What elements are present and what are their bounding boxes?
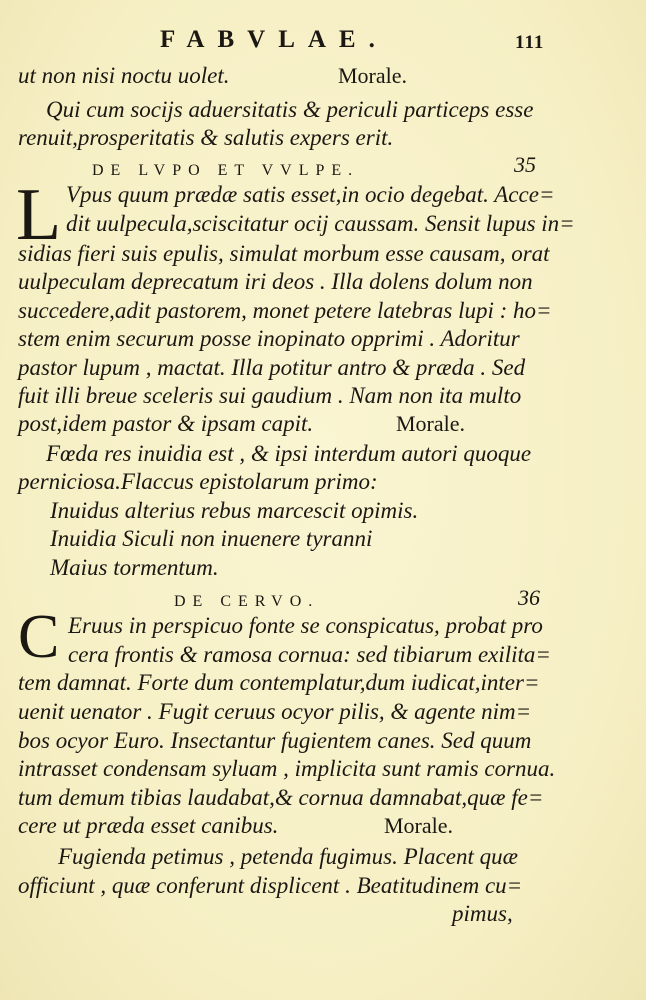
- fable-36-text-line: cera frontis & ramosa cornua: sed tibiarum exilita=: [68, 642, 551, 667]
- fable-34-morale-label: Morale.: [338, 63, 408, 88]
- fable-35-title: DE LVPO ET VVLPE.: [92, 162, 360, 179]
- header-title: FABVLAE.: [160, 26, 388, 53]
- fable-36-number: 36: [518, 585, 540, 610]
- fable-36-text-line: Eruus in perspicuo fonte se conspicatus, probat pro: [68, 613, 543, 638]
- fable-35-morale-label: Morale.: [396, 411, 466, 436]
- fable-35-moral-line: perniciosa.Flaccus epistolarum primo:: [18, 469, 378, 494]
- fable-36-moral-line: Fugienda petimus , petenda fugimus. Placent quæ: [58, 844, 518, 869]
- fable-36-moral-line: officiunt , quæ conferunt displicent . Beatitudinem cu=: [18, 873, 523, 898]
- fable-35-text-line: succedere,adit pastorem, monet petere latebras lupi : ho=: [18, 298, 552, 323]
- fable-35-moral-line: Fœda res inuidia est , & ipsi interdum autori quoque: [46, 441, 532, 466]
- fable-34-last-line: ut non nisi noctu uolet.: [18, 63, 230, 88]
- fable-35-text-line: post,idem pastor & ipsam capit.: [18, 411, 314, 436]
- fable-35-text-line: pastor lupum , mactat. Illa potitur antro & præda . Sed: [18, 355, 526, 380]
- fable-36-text-line: cere ut præda esset canibus.: [18, 813, 279, 838]
- fable-35-text-line: uulpeculam deprecatum iri deos . Illa dolens dolum non: [18, 269, 533, 294]
- fable-35-verse-line: Inuidus alterius rebus marcescit opimis.: [50, 498, 419, 523]
- fable-35-verse-line: Inuidia Siculi non inuenere tyranni: [50, 526, 373, 551]
- fable-36-morale-label: Morale.: [384, 813, 454, 838]
- fable-36-text-line: tem damnat. Forte dum contemplatur,dum iudicat,inter=: [18, 670, 540, 695]
- fable-36-text-line: uenit uenator . Fugit ceruus ocyor pilis, & agente nim=: [18, 699, 532, 724]
- page-number: 111: [515, 32, 545, 53]
- fable-35-text-line: Vpus quum prædæ satis esset,in ocio degebat. Acce=: [66, 182, 555, 207]
- fable-34-moral-line: Qui cum socijs aduersitatis & periculi particeps esse: [46, 97, 534, 122]
- fable-35-verse-line: Maius tormentum.: [50, 555, 219, 580]
- fable-36-text-line: intrasset condensam syluam , implicita sunt ramis cornua.: [18, 756, 556, 781]
- fable-35-text-line: fuit illi breue sceleris sui gaudium . Nam non ita multo: [18, 383, 522, 408]
- fable-36-drop-cap: C: [18, 603, 60, 671]
- fable-35-number: 35: [514, 152, 536, 177]
- fable-36-text-line: tum demum tibias laudabat,& cornua damnabat,quæ fe=: [18, 785, 544, 810]
- fable-36-text-line: bos ocyor Euro. Insectantur fugientem canes. Sed quum: [18, 728, 532, 753]
- running-header: [0, 26, 646, 56]
- fable-35-text-line: dit uulpecula,sciscitatur ocij caussam. Sensit lupus in=: [66, 211, 575, 236]
- fable-35-drop-cap: L: [16, 174, 62, 256]
- fable-36-title: DE CERVO.: [174, 593, 320, 610]
- fable-36-catchword: pimus,: [452, 901, 513, 926]
- fable-35-text-line: sidias fieri suis epulis, simulat morbum esse causam, orat: [18, 241, 550, 266]
- fable-34-moral-line: renuit,prosperitatis & salutis expers erit.: [18, 125, 394, 150]
- fable-35-text-line: stem enim securum posse inopinato opprimi . Adoritur: [18, 326, 520, 351]
